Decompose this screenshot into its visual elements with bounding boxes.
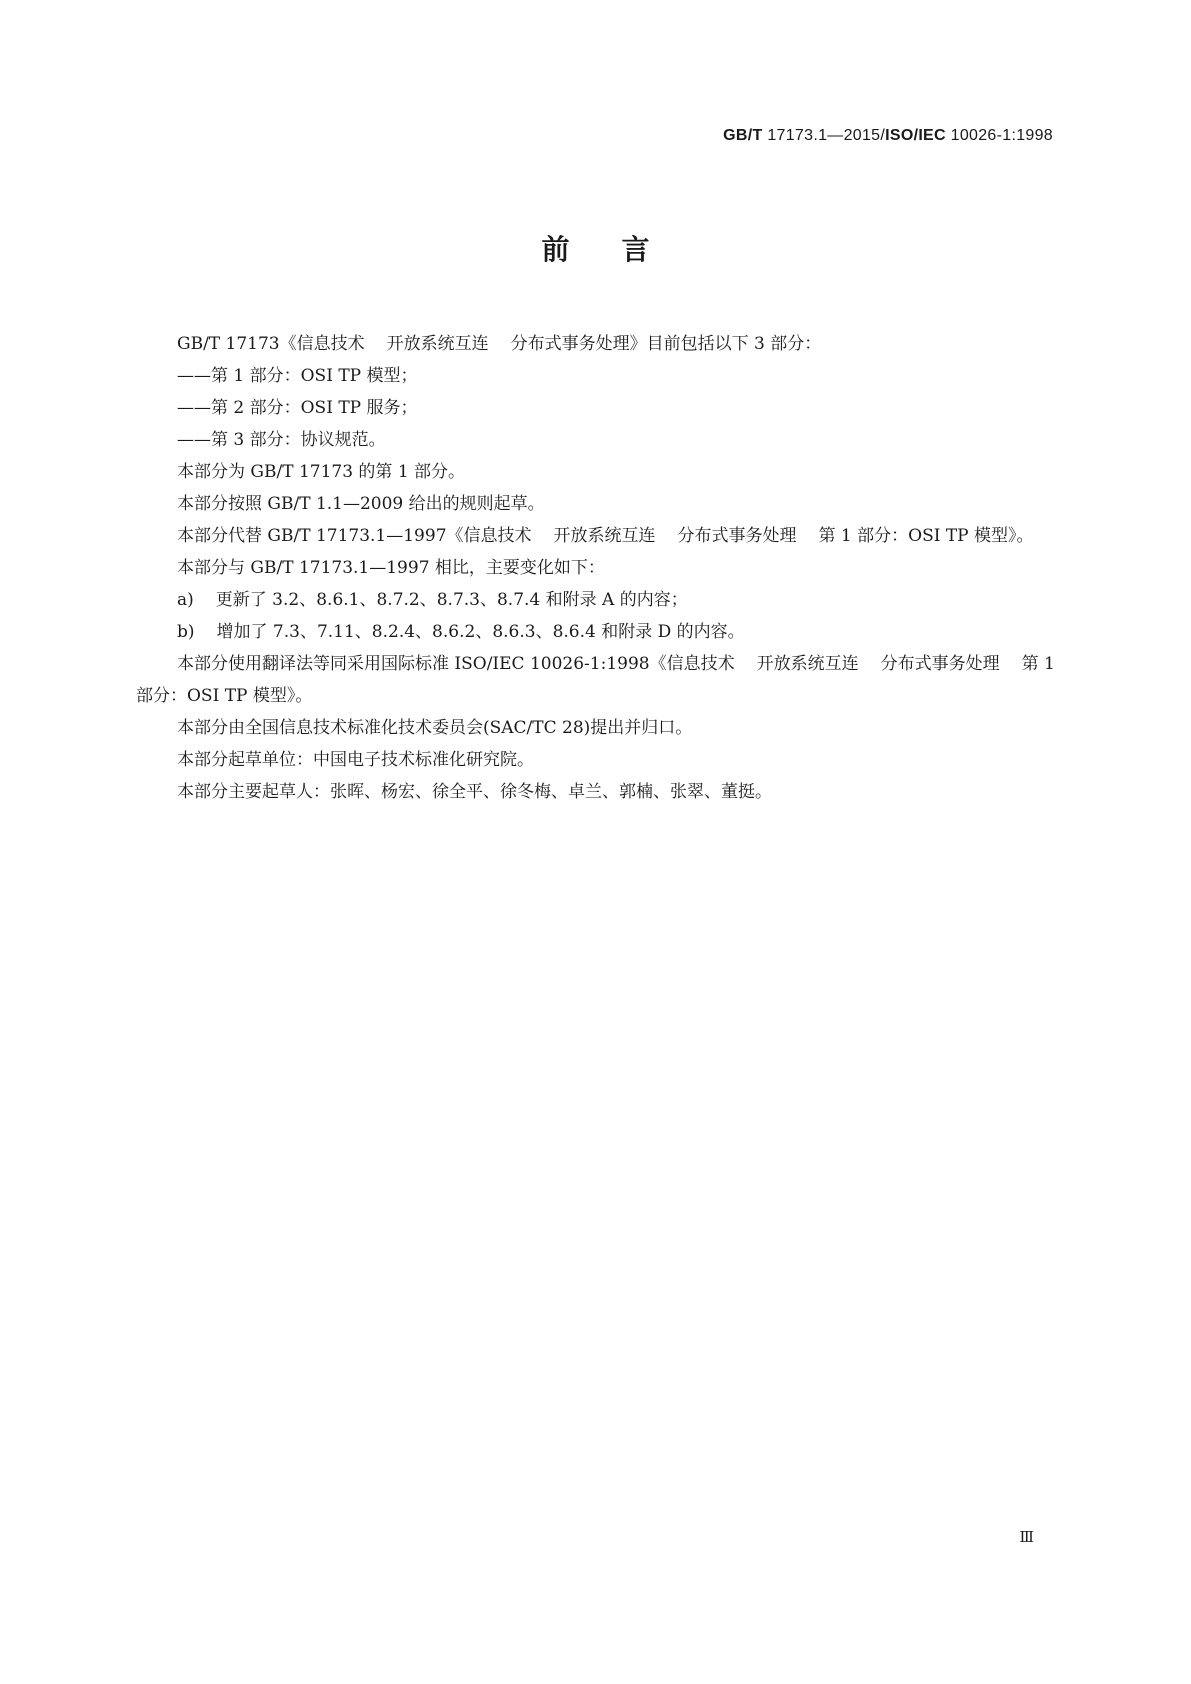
paragraph-drafting-unit: 本部分起草单位：中国电子技术标准化研究院。: [177, 750, 534, 770]
paragraph-part-of: 本部分为 GB/T 17173 的第 1 部分。: [177, 462, 466, 482]
paragraph-proposed-by: 本部分由全国信息技术标准化技术委员会(SAC/TC 28)提出并归口。: [177, 718, 693, 738]
list-item-part-2: ——第 2 部分：OSI TP 服务；: [177, 398, 418, 418]
text-segment: 分布式事务处理: [880, 654, 1000, 674]
list-item-change-a: [136, 584, 1056, 616]
text-segment: 分布式事务处理: [677, 526, 797, 546]
std-iso-prefix: ISO/IEC: [885, 127, 946, 144]
paragraph-replaces: [136, 520, 1056, 552]
text-segment: 第 1 部分：OSI TP 模型》。: [136, 654, 1055, 706]
text-segment: 本部分使用翻译法等同采用国际标准 ISO/IEC 10026-1:1998《信息技术: [177, 654, 735, 674]
paragraph-drafters: 本部分主要起草人：张晖、杨宏、徐全平、徐冬梅、卓兰、郭楠、张翠、董挺。: [177, 782, 772, 802]
list-label: b): [177, 622, 195, 642]
list-item-change-b: [136, 616, 1056, 648]
paragraph-changes-intro: 本部分与 GB/T 17173.1—1997 相比，主要变化如下：: [177, 558, 605, 578]
text-segment: 分布式事务处理》目前包括以下 3 部分：: [510, 334, 822, 354]
list-text: 增加了 7.3、7.11、8.2.4、8.6.2、8.6.3、8.6.4 和附录 D 的内容。: [216, 622, 745, 642]
list-item-part-1: ——第 1 部分：OSI TP 模型；: [177, 366, 418, 386]
list-item-part-3: ——第 3 部分：协议规范。: [177, 430, 386, 450]
text-segment: GB/T 17173《信息技术: [177, 334, 365, 354]
std-iso-number: 10026-1:1998: [950, 127, 1053, 144]
list-text: 更新了 3.2、8.6.1、8.7.2、8.7.3、8.7.4 和附录 A 的内容；: [215, 590, 688, 610]
foreword-body: [136, 328, 1056, 808]
text-segment: 第 1 部分：OSI TP 模型》。: [818, 526, 1034, 546]
page-title: 前言: [541, 233, 702, 266]
text-segment: 本部分代替 GB/T 17173.1—1997《信息技术: [177, 526, 532, 546]
paragraph-drafting-rules: 本部分按照 GB/T 1.1—2009 给出的规则起草。: [177, 494, 545, 514]
list-label: a): [177, 590, 194, 610]
text-segment: 开放系统互连: [756, 654, 859, 674]
paragraph-parts-overview: [136, 328, 1056, 360]
std-prefix: GB/T: [723, 127, 763, 144]
paragraph-adoption: [136, 648, 1056, 712]
text-segment: 开放系统互连: [553, 526, 656, 546]
standard-number-header: [723, 127, 1053, 145]
std-number: 17173.1—2015/: [767, 127, 886, 144]
text-segment: 开放系统互连: [386, 334, 489, 354]
page-number: Ⅲ: [1019, 1528, 1034, 1546]
